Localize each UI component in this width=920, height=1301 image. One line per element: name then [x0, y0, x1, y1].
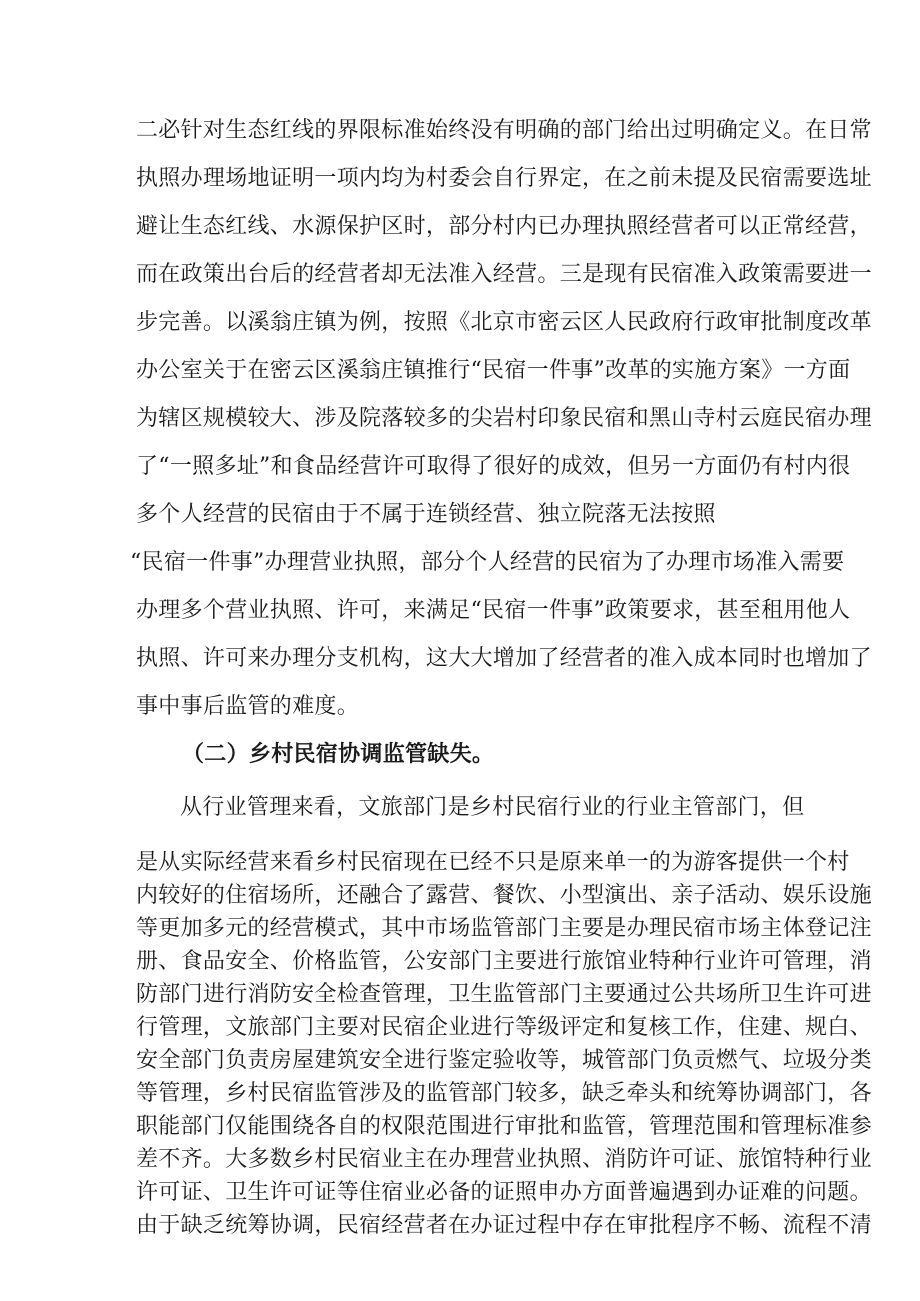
paragraph2-line: 内较好的住宿场所，还融合了露营、餐饮、小型演出、亲子活动、娱乐设施: [136, 883, 872, 908]
paragraph1-line: 而在政策出台后的经营者却无法准入经营。三是现有民宿准入政策需要进一: [136, 262, 872, 287]
paragraph2-line: 行管理，文旅部门主要对民宿企业进行等级评定和复核工作，住建、规白、: [136, 1015, 872, 1040]
paragraph1-line: 多个人经营的民宿由于不属于连锁经营、独立院落无法按照: [136, 502, 716, 527]
paragraph1-line: 办公室关于在密云区溪翁庄镇推行“民宿一件事”改革的实施方案》一方面: [136, 358, 851, 383]
paragraph2-line: 册、食品安全、价格监管，公安部门主要进行旅馆业特种行业许可管理，消: [136, 949, 872, 974]
paragraph1-line: 事中事后监管的难度。: [136, 694, 360, 719]
paragraph2-line: 差不齐。大多数乡村民宿业主在办理营业执照、消防许可证、旅馆特种行业: [136, 1147, 872, 1172]
paragraph2-first-line: 从行业管理来看，文旅部门是乡村民宿行业的行业主管部门，但: [180, 795, 805, 820]
paragraph2-line: 职能部门仅能围绕各自的权限范围进行审批和监管，管理范围和管理标准参: [136, 1114, 872, 1139]
paragraph1-line: 二必针对生态红线的界限标准始终没有明确的部门给出过明确定义。在日常: [136, 118, 872, 143]
paragraph1-line: 办理多个营业执照、许可，来满足“民宿一件事”政策要求，甚至租用他人: [136, 598, 851, 623]
paragraph1-line: 避让生态红线、水源保护区时，部分村内已办理执照经营者可以正常经营，: [136, 214, 872, 239]
paragraph1-line: 执照办理场地证明一项内均为村委会自行界定，在之前未提及民宿需要选址: [136, 166, 872, 191]
section-heading: （二）乡村民宿协调监管缺失。: [182, 742, 495, 767]
paragraph1-line: 了“一照多址”和食品经营许可取得了很好的成效，但另一方面仍有村内很: [136, 454, 851, 479]
paragraph1-line: “民宿一件事”办理营业执照，部分个人经营的民宿为了办理市场准入需要: [130, 550, 845, 575]
paragraph1-line: 执照、许可来办理分支机构，这大大增加了经营者的准入成本同时也增加了: [136, 646, 872, 671]
paragraph2-line: 等管理，乡村民宿监管涉及的监管部门较多，缺乏牵头和统筹协调部门，各: [136, 1081, 872, 1106]
paragraph1-line: 为辖区规模较大、涉及院落较多的尖岩村印象民宿和黑山寺村云庭民宿办理: [136, 406, 872, 431]
paragraph2-line: 等更加多元的经营模式，其中市场监管部门主要是办理民宿市场主体登记注: [136, 916, 872, 941]
paragraph2-line: 安全部门负责房屋建筑安全进行鉴定验收等，城管部门负贡燃气、垃圾分类: [136, 1048, 872, 1073]
paragraph2-line: 由于缺乏统筹协调，民宿经营者在办证过程中存在审批程序不畅、流程不清: [136, 1213, 872, 1238]
paragraph1-line: 步完善。以溪翁庄镇为例，按照《北京市密云区人民政府行政审批制度改革: [136, 310, 872, 335]
paragraph2-line: 许可证、卫生许可证等住宿业必备的证照申办方面普遍遇到办证难的问题。: [136, 1180, 872, 1205]
paragraph2-line: 防部门进行消防安全检查管理，卫生监管部门主要通过公共场所卫生许可进: [136, 982, 872, 1007]
paragraph2-line: 是从实际经营来看乡村民宿现在已经不只是原来单一的为游客提供一个村: [136, 850, 850, 875]
